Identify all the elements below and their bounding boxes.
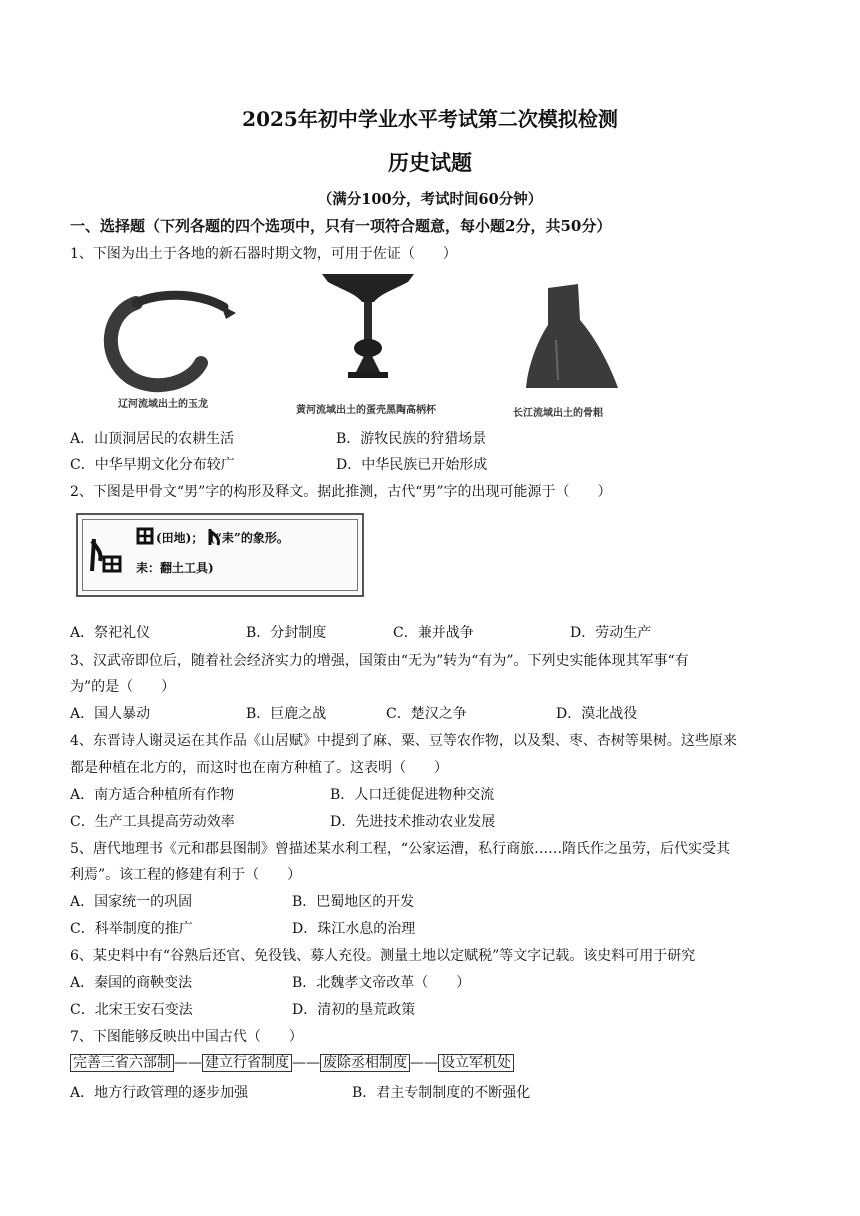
q6-option-b: B．北魏孝文帝改革（ ） — [292, 975, 471, 991]
q1-option-a: A．山顶洞居民的农耕生活 — [70, 431, 235, 447]
chain-item-1: 完善三省六部制 — [70, 1054, 174, 1072]
q5-stem-line1: 5、唐代地理书《元和郡县图制》曾描述某水利工程，“公家运漕，私行商旅……隋氏作之虽劳，后代实受其 — [70, 841, 731, 857]
q2-option-b: B．分封制度 — [246, 625, 327, 641]
q1-option-c: C．中华早期文化分布较广 — [70, 457, 235, 473]
q5-option-a: A．国家统一的巩固 — [70, 894, 193, 910]
q2-stem: 2、下图是甲骨文“男”字的构形及释文。据此推测，古代“男”字的出现可能源于（ ） — [70, 484, 612, 500]
q5-stem-line2: 利焉”。该工程的修建有利于（ ） — [70, 867, 302, 883]
tian-glyph-icon — [136, 527, 154, 545]
chain-dash-1: —— — [174, 1055, 202, 1071]
q4-stem-line1: 4、东晋诗人谢灵运在其作品《山居赋》中提到了麻、粟、豆等农作物，以及梨、枣、杏树等果树。这些原来 — [70, 733, 737, 749]
q3-option-b: B．巨鹿之战 — [246, 706, 327, 722]
q7-chain — [70, 1052, 514, 1072]
q6-option-d: D．清初的垦荒政策 — [292, 1002, 416, 1018]
oracle-nan-glyph-icon — [88, 531, 124, 579]
q3-option-d: D．漠北战役 — [556, 706, 638, 722]
jade-dragon-image — [96, 283, 256, 398]
q3-option-c: C．楚汉之争 — [386, 706, 467, 722]
chain-dash-3: —— — [410, 1055, 438, 1071]
bone-spade-image — [518, 280, 628, 395]
black-pottery-cup-image — [318, 268, 418, 383]
subject-title: 历史试题 — [388, 150, 472, 175]
oracle-text-line2: 耒：翻土工具) — [136, 561, 214, 575]
q1-stem: 1、下图为出土于各地的新石器时期文物，可用于佐证（ ） — [70, 246, 457, 262]
oracle-text-line1: (田地)； (“耒”的象形。 — [156, 531, 289, 545]
q3-stem-line2: 为”的是（ ） — [70, 679, 176, 695]
q1-caption-2: 黄河流域出土的蛋壳黑陶高柄杯 — [296, 405, 436, 416]
chain-item-2: 建立行省制度 — [202, 1054, 292, 1072]
exam-title: 2025年初中学业水平考试第二次模拟检测 — [242, 107, 618, 131]
section-heading: 一、选择题（下列各题的四个选项中，只有一项符合题意，每小题2分，共50分） — [70, 217, 612, 235]
q1-option-d: D．中华民族已开始形成 — [336, 457, 488, 473]
q5-option-d: D．珠江水息的治理 — [292, 921, 416, 937]
q2-option-d: D．劳动生产 — [570, 625, 652, 641]
q4-option-b: B．人口迁徙促进物种交流 — [330, 787, 495, 803]
q1-caption-1: 辽河流域出土的玉龙 — [118, 399, 208, 410]
chain-item-3: 废除丞相制度 — [320, 1054, 410, 1072]
oracle-bone-image — [76, 513, 364, 597]
q5-option-c: C．科举制度的推广 — [70, 921, 193, 937]
q6-stem: 6、某史料中有“谷熟后还官、免役钱、募人充役。测量土地以定赋税”等文字记载。该史料可用于研究 — [70, 948, 696, 964]
chain-item-4: 设立军机处 — [438, 1054, 514, 1072]
q1-option-b: B．游牧民族的狩猎场景 — [336, 431, 487, 447]
q4-option-d: D．先进技术推动农业发展 — [330, 814, 496, 830]
q2-option-a: A．祭祀礼仪 — [70, 625, 151, 641]
q6-option-c: C．北宋王安石变法 — [70, 1002, 193, 1018]
q5-option-b: B．巴蜀地区的开发 — [292, 894, 415, 910]
q7-stem: 7、下图能够反映出中国古代（ ） — [70, 1029, 303, 1045]
q2-option-c: C．兼并战争 — [393, 625, 474, 641]
chain-dash-2: —— — [292, 1055, 320, 1071]
q7-option-b: B．君主专制制度的不断强化 — [352, 1085, 531, 1101]
q1-caption-3: 长江流域出土的骨耜 — [513, 408, 603, 419]
q7-option-a: A．地方行政管理的逐步加强 — [70, 1085, 249, 1101]
q4-option-c: C．生产工具提高劳动效率 — [70, 814, 235, 830]
q3-option-a: A．国人暴动 — [70, 706, 151, 722]
q6-option-a: A．秦国的商鞅变法 — [70, 975, 193, 991]
q4-option-a: A．南方适合种植所有作物 — [70, 787, 235, 803]
q4-stem-line2: 都是种植在北方的，而这时也在南方种植了。这表明（ ） — [70, 760, 448, 776]
exam-note: （满分100分，考试时间60分钟） — [317, 191, 543, 208]
q3-stem-line1: 3、汉武帝即位后，随着社会经济实力的增强，国策由“无为”转为“有为”。下列史实能体现其军事“有 — [70, 653, 689, 669]
